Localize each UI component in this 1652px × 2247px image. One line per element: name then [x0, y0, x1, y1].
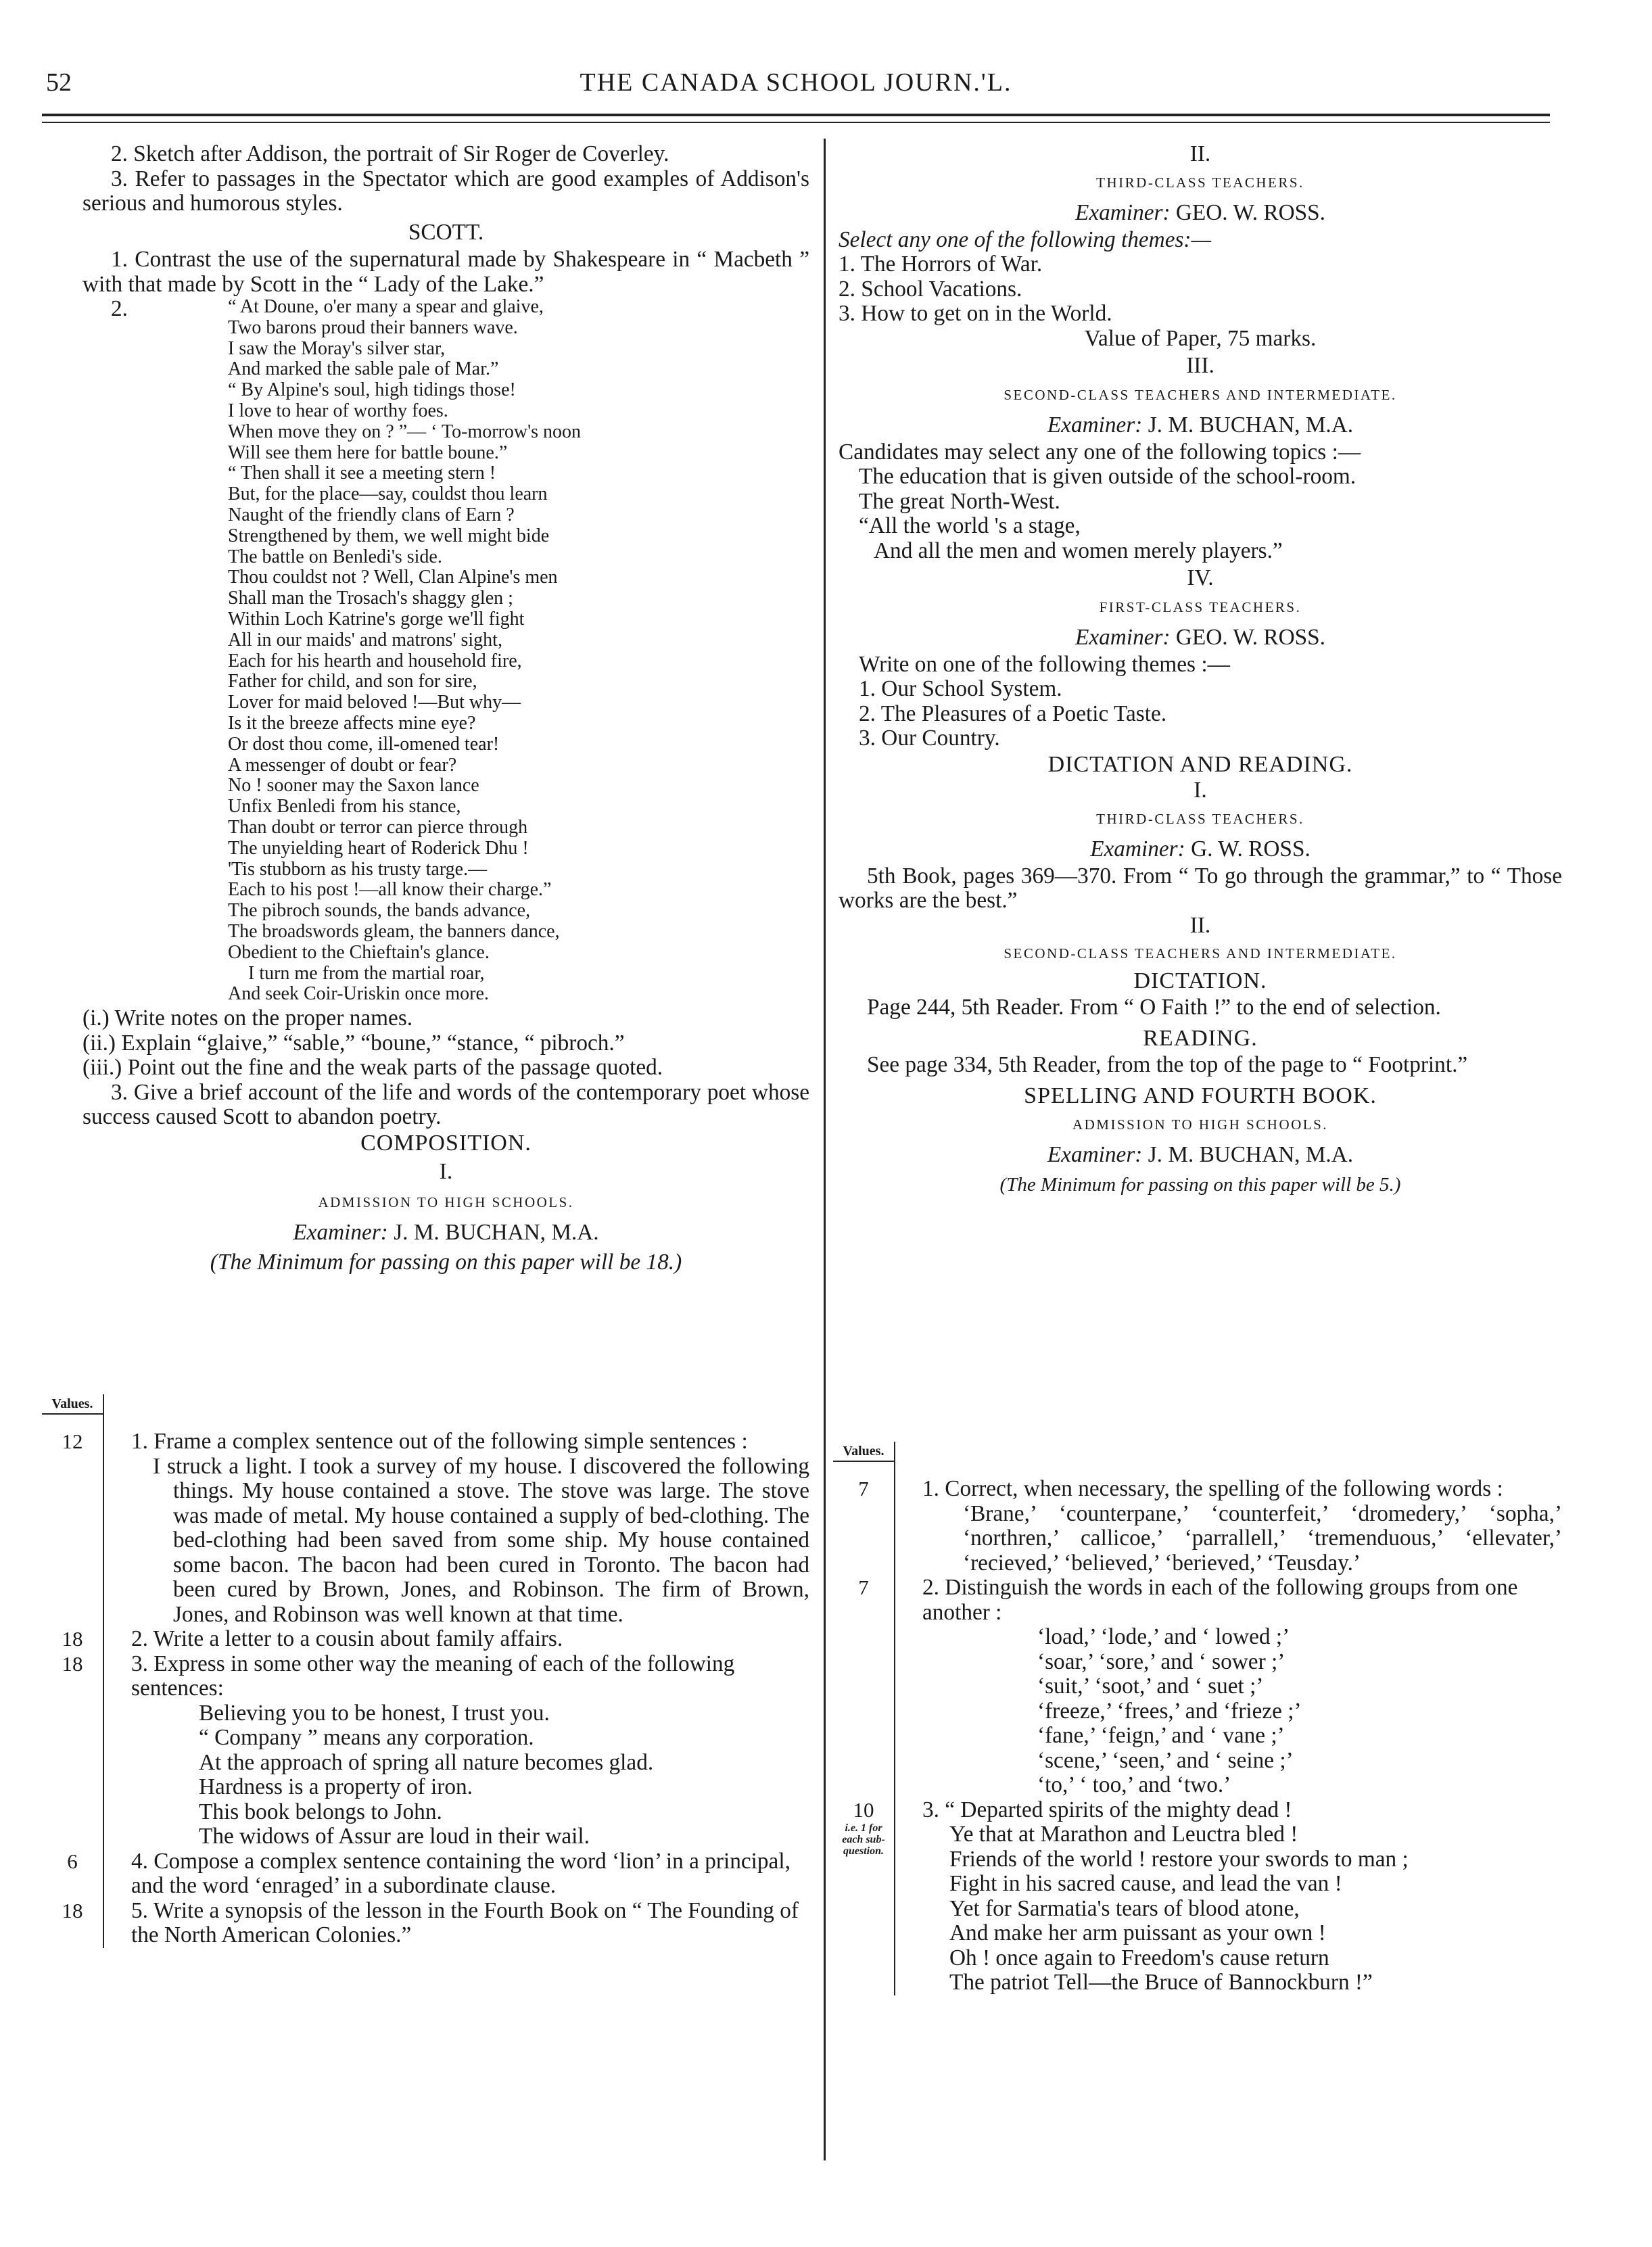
poem-line: “ By Alpine's soul, high tidings those! — [228, 379, 516, 401]
word-group: ‘soar,’ ‘sore,’ and ‘ sower ;’ — [1037, 1649, 1285, 1674]
roman-heading: II. — [1189, 912, 1211, 938]
poem-line: Naught of the friendly clans of Earn ? — [228, 504, 515, 525]
question-number: 2. — [111, 296, 128, 321]
examiner-label: Examiner: — [1075, 199, 1171, 225]
examiner-label: Examiner: — [293, 1219, 388, 1245]
values-header: Values. — [833, 1442, 895, 1462]
section-heading: SCOTT. — [408, 219, 484, 245]
poem-line: “ Then shall it see a meeting stern ! — [228, 463, 496, 484]
word-group: ‘suit,’ ‘soot,’ and ‘ suet ;’ — [1037, 1674, 1264, 1699]
left-column — [82, 142, 809, 1277]
roman-heading: III. — [1186, 353, 1214, 378]
sub-question: (i.) Write notes on the proper names. — [82, 1006, 413, 1031]
poem-line: Each to his post !—all know their charge.” — [228, 879, 552, 901]
poem-line: Will see them here for battle boune.” — [228, 442, 508, 463]
theme-item: 3. How to get on in the World. — [839, 301, 1112, 326]
sentence-list — [131, 1701, 809, 1849]
section-heading: DICTATION AND READING. — [1047, 751, 1353, 777]
word-group: ‘scene,’ ‘seen,’ and ‘ seine ;’ — [1037, 1747, 1294, 1773]
verse-line: Fight in his sacred cause, and lead the van ! — [949, 1871, 1342, 1896]
passage: Page 244, 5th Reader. From “ O Faith !” to the end of selection. — [867, 994, 1441, 1020]
verse-line: Friends of the world ! restore your swords to man ; — [949, 1846, 1409, 1872]
examiner — [839, 198, 1562, 228]
value-cell: 18 — [42, 1627, 104, 1652]
poem-line: I love to hear of worthy foes. — [228, 400, 448, 421]
roman-heading: I. — [1194, 778, 1207, 803]
values-header: Values. — [42, 1394, 104, 1415]
question-text: 3. Express in some other way the meaning of each of the following sentences: — [131, 1651, 735, 1701]
theme-list — [839, 677, 1562, 751]
topic-list — [839, 465, 1562, 563]
verse-line: Yet for Sarmatia's tears of blood atone, — [949, 1895, 1300, 1921]
passage: See page 334, 5th Reader, from the top of the page to “ Footprint.” — [867, 1051, 1468, 1077]
value-cell: 18 — [42, 1652, 104, 1849]
verse-line: Ye that at Marathon and Leuctra bled ! — [949, 1822, 1298, 1847]
word-group: ‘freeze,’ ‘frees,’ and ‘frieze ;’ — [1037, 1698, 1302, 1724]
examiner-name: GEO. W. ROSS. — [1175, 199, 1325, 225]
minimum-note: (The Minimum for passing on this paper will be 18.) — [210, 1249, 682, 1275]
topic: The education that is given outside of the school-room. — [859, 464, 1356, 489]
roman-heading: I. — [439, 1159, 453, 1185]
examiner-name: J. M. BUCHAN, M.A. — [1148, 1141, 1354, 1167]
verse-line: Oh ! once again to Freedom's cause return — [949, 1945, 1329, 1970]
theme-item: 2. The Pleasures of a Poetic Taste. — [859, 701, 1167, 726]
poem-line: The broadswords gleam, the banners dance, — [228, 920, 560, 942]
poem-line: Lover for maid beloved !—But why— — [228, 692, 521, 713]
theme-item: 2. School Vacations. — [839, 276, 1022, 302]
subheading: THIRD-CLASS TEACHERS. — [1096, 810, 1304, 827]
sub-questions — [82, 1006, 809, 1081]
value-note: Value of Paper, 75 marks. — [1084, 325, 1317, 351]
poem-line: All in our maids' and matrons' sight, — [228, 629, 502, 651]
section-heading: COMPOSITION. — [360, 1130, 532, 1156]
poem-line: Within Loch Katrine's gorge we'll fight — [228, 608, 525, 630]
question-body: I struck a light. I took a survey of my house. I discovered the following things. My house contained a stove. The stove was large. The stove was made of metal. My house contained a supply of bed-clothing. The bed-clothing had been saved from some ship. My house contained some bacon. The bacon had been cured in Toronto. The bacon had been cured by Brown, Jones, and Robinson. The firm of Brown, Jones, and Robinson was well known at that time. — [153, 1453, 809, 1627]
question-text: 1. Correct, when necessary, the spelling of the following words : — [922, 1476, 1503, 1501]
poem-line: Or dost thou come, ill-omened tear! — [228, 733, 500, 755]
sentence-item: The widows of Assur are loud in their wail. — [199, 1824, 590, 1849]
poem-block — [82, 297, 809, 1005]
poem-line: Shall man the Trosach's shaggy glen ; — [228, 588, 513, 609]
question — [895, 1576, 1562, 1798]
topic: The great North-West. — [859, 488, 1060, 514]
header-rule-thin — [42, 122, 1550, 123]
instruction: Select any one of the following themes:— — [839, 227, 1212, 252]
question-text: 1. Frame a complex sentence out of the following simple sentences : — [131, 1429, 748, 1454]
verse-line: The patriot Tell—the Bruce of Bannockburn !” — [949, 1970, 1373, 1995]
question-body: ‘Brane,’ ‘counterpane,’ ‘counterfeit,’ ‘dromedery,’ ‘sopha,’ ‘northren,’ callicoe,’ ‘parrallell,’ ‘tremenduous,’ ‘ellevater,’ ‘recieved,’ ‘believed,’ ‘berieved,’ ‘Teusday.’ — [963, 1500, 1562, 1576]
question — [104, 1652, 809, 1849]
word-group: ‘load,’ ‘lode,’ and ‘ lowed ;’ — [1037, 1624, 1290, 1649]
question: 2. Sketch after Addison, the portrait of Sir Roger de Coverley. — [111, 141, 669, 166]
subheading: SECOND-CLASS TEACHERS AND INTERMEDIATE. — [1004, 386, 1397, 403]
value-cell: 18 — [42, 1899, 104, 1948]
sub-question: (ii.) Explain “glaive,” “sable,” “boune,” “stance, “ pibroch.” — [82, 1030, 625, 1056]
sub-question: (iii.) Point out the fine and the weak parts of the passage quoted. — [82, 1055, 663, 1081]
passage: 5th Book, pages 369—370. From “ To go through the grammar,” to “ Those works are the best.” — [839, 863, 1562, 913]
poem-line: I turn me from the martial roar, — [248, 962, 485, 984]
verse-line: And make her arm puissant as your own ! — [949, 1920, 1326, 1945]
question — [895, 1798, 1562, 1995]
poem-line: I saw the Moray's silver star, — [228, 337, 446, 359]
page-number: 52 — [46, 68, 72, 97]
poem-line: 'Tis stubborn as his trusty targe.— — [228, 858, 488, 880]
examiner — [839, 623, 1562, 653]
poem-line: Than doubt or terror can pierce through — [228, 816, 528, 838]
journal-title: THE CANADA SCHOOL JOURN.'L. — [580, 68, 1012, 97]
values-table — [833, 1442, 1562, 1995]
subheading: ADMISSION TO HIGH SCHOOLS. — [1072, 1116, 1329, 1133]
theme-item: 1. Our School System. — [859, 676, 1062, 701]
theme-item: 1. The Horrors of War. — [839, 252, 1043, 277]
poem-line: And marked the sable pale of Mar.” — [228, 358, 499, 380]
question-text: 3. “ Departed spirits of the mighty dead ! — [922, 1797, 1292, 1822]
poem-line: And seek Coir-Uriskin once more. — [228, 983, 489, 1005]
question: 1. Contrast the use of the supernatural made by Shakespeare in “ Macbeth ” with that made by Scott in the “ Lady of the Lake.” — [82, 247, 809, 297]
section-heading: DICTATION. — [1133, 968, 1267, 993]
question — [895, 1477, 1562, 1576]
topic: “All the world 's a stage, — [859, 513, 1081, 538]
value-cell: 7 — [833, 1576, 895, 1798]
sentence-item: “ Company ” means any corporation. — [199, 1725, 534, 1750]
examiner-label: Examiner: — [1047, 1141, 1143, 1167]
poem-line: Obedient to the Chieftain's glance. — [228, 941, 490, 963]
theme-list — [839, 252, 1562, 327]
poem-line: No ! sooner may the Saxon lance — [228, 775, 479, 797]
instruction: Write on one of the following themes :— — [859, 651, 1230, 677]
examiner-name: GEO. W. ROSS. — [1175, 624, 1325, 650]
poem-line: Thou couldst not ? Well, Clan Alpine's men — [228, 567, 558, 588]
question: 4. Compose a complex sentence containing the word ‘lion’ in a principal, and the word ‘enraged’ in a subordinate clause. — [131, 1848, 790, 1898]
question: 2. Write a letter to a cousin about family affairs. — [131, 1626, 563, 1651]
examiner-name: J. M. BUCHAN, M.A. — [1148, 412, 1354, 437]
value-number: 10 — [853, 1797, 874, 1822]
right-column — [839, 142, 1562, 1200]
theme-item: 3. Our Country. — [859, 726, 1000, 751]
examiner-name: G. W. ROSS. — [1191, 836, 1311, 861]
section-heading: READING. — [1143, 1026, 1258, 1051]
column-divider — [824, 139, 826, 2160]
sentence-item: This book belongs to John. — [199, 1799, 442, 1824]
question — [104, 1429, 809, 1627]
poem-line: Strengthened by them, we well might bide — [228, 525, 550, 546]
subheading: ADMISSION TO HIGH SCHOOLS. — [318, 1193, 574, 1210]
examiner-label: Examiner: — [1090, 836, 1185, 861]
value-cell: 6 — [42, 1849, 104, 1899]
verse-lines — [922, 1822, 1562, 1995]
sentence-item: At the approach of spring all nature becomes glad. — [199, 1749, 654, 1775]
value-note: i.e. 1 for each sub-question. — [842, 1822, 885, 1857]
subheading: SECOND-CLASS TEACHERS AND INTERMEDIATE. — [1004, 945, 1397, 962]
examiner — [839, 1140, 1562, 1170]
examiner-name: J. M. BUCHAN, M.A. — [394, 1219, 599, 1245]
examiner — [839, 834, 1562, 864]
examiner-label: Examiner: — [1075, 624, 1171, 650]
poem-line: Two barons proud their banners wave. — [228, 316, 518, 338]
value-cell: 12 — [42, 1429, 104, 1627]
question: 5. Write a synopsis of the lesson in the Fourth Book on “ The Founding of the North American Colonies.” — [131, 1897, 799, 1947]
roman-heading: II. — [1189, 141, 1211, 166]
poem-line: The unyielding heart of Roderick Dhu ! — [228, 837, 529, 859]
word-group: ‘fane,’ ‘feign,’ and ‘ vane ;’ — [1037, 1723, 1285, 1748]
poem-line: The battle on Benledi's side. — [228, 546, 442, 567]
sentence-item: Believing you to be honest, I trust you. — [199, 1700, 550, 1726]
poem-line: The pibroch sounds, the bands advance, — [228, 900, 531, 922]
question-text: 2. Distinguish the words in each of the following groups from one another : — [922, 1575, 1518, 1625]
section-heading: SPELLING AND FOURTH BOOK. — [1024, 1083, 1377, 1108]
poem-line: But, for the place—say, couldst thou learn — [228, 483, 548, 505]
word-group: ‘to,’ ‘ too,’ and ‘two.’ — [1037, 1772, 1231, 1797]
poem-line: Unfix Benledi from his stance, — [228, 796, 461, 818]
instruction: Candidates may select any one of the following topics :— — [839, 439, 1361, 465]
poem-line: Each for his hearth and household fire, — [228, 650, 522, 671]
poem-line: A messenger of doubt or fear? — [228, 754, 457, 776]
topic: And all the men and women merely players.” — [874, 538, 1283, 563]
examiner-label: Examiner: — [1047, 412, 1143, 437]
value-cell — [833, 1798, 895, 1995]
word-groups — [922, 1625, 1562, 1798]
minimum-note: (The Minimum for passing on this paper will be 5.) — [999, 1173, 1401, 1196]
examiner — [82, 1218, 809, 1248]
poem — [82, 297, 809, 1005]
subheading: FIRST-CLASS TEACHERS. — [1099, 598, 1302, 615]
page-header — [42, 65, 1550, 105]
poem-line: “ At Doune, o'er many a spear and glaive, — [228, 296, 544, 317]
value-cell: 7 — [833, 1477, 895, 1576]
poem-line: Father for child, and son for sire, — [228, 671, 477, 692]
question: 3. Give a brief account of the life and words of the contemporary poet whose success caused Scott to abandon poetry. — [82, 1079, 809, 1130]
values-table — [42, 1394, 809, 1948]
roman-heading: IV. — [1187, 565, 1214, 590]
header-rule — [42, 114, 1550, 116]
poem-line: When move they on ? ”— ‘ To-morrow's noon — [228, 421, 582, 442]
sentence-item: Hardness is a property of iron. — [199, 1774, 473, 1799]
subheading: THIRD-CLASS TEACHERS. — [1096, 174, 1304, 191]
examiner — [839, 410, 1562, 440]
poem-line: Is it the breeze affects mine eye? — [228, 712, 476, 734]
question: 3. Refer to passages in the Spectator which are good examples of Addison's serious and humorous styles. — [82, 166, 809, 216]
